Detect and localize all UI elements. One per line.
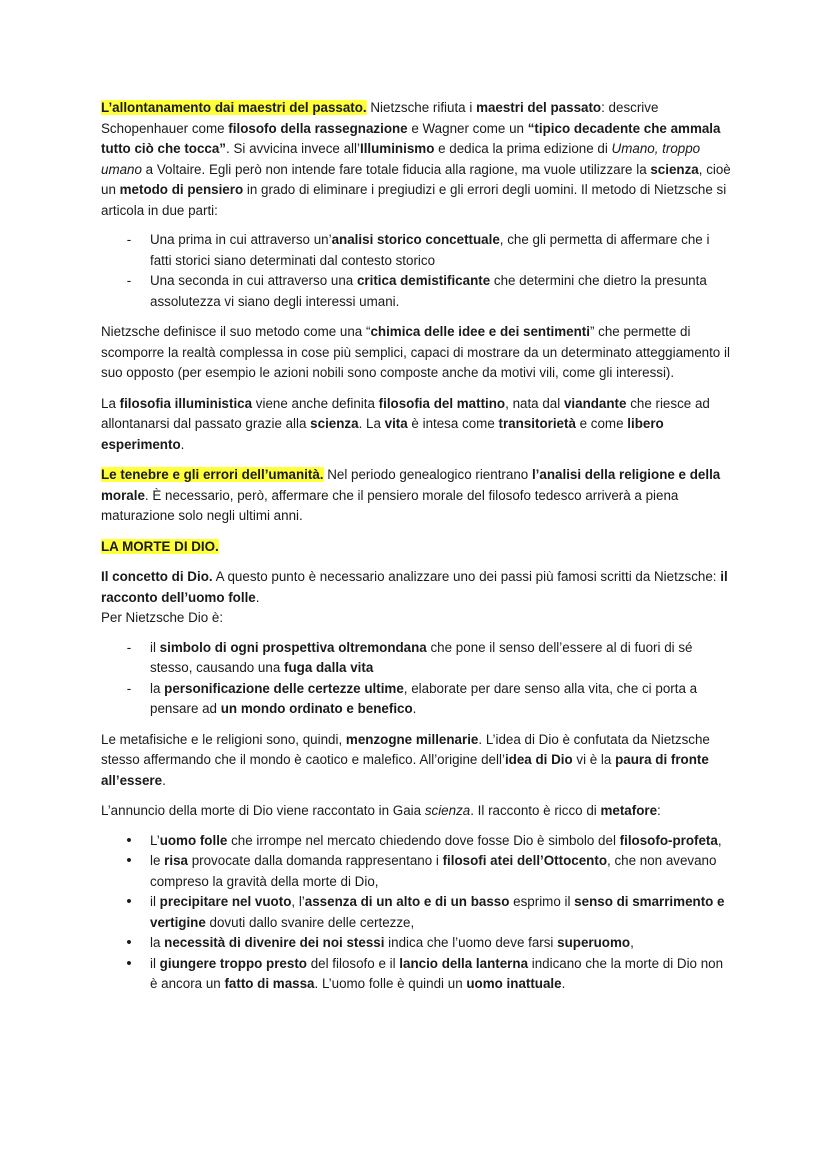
text-run: indicano che la morte di Dio non è ancora un bbox=[150, 955, 724, 991]
bold-run: libero esperimento bbox=[101, 416, 664, 452]
text-run: , elaborate per dare senso alla vita, che ci porta a pensare ad bbox=[150, 680, 698, 716]
text-run: del filosofo e il bbox=[306, 955, 400, 971]
bold-run: personificazione delle certezze ultime bbox=[164, 680, 404, 696]
text-run: Per Nietzsche Dio è: bbox=[101, 610, 224, 625]
bold-run: il racconto dell’uomo folle bbox=[101, 569, 728, 605]
bold-run: necessità di divenire dei noi stessi bbox=[164, 935, 385, 950]
italic-run: scienza bbox=[424, 803, 471, 818]
text-run: e dedica la prima edizione di bbox=[434, 141, 612, 156]
bold-run: fatto di massa bbox=[224, 976, 315, 991]
bold-run: fuga dalla vita bbox=[284, 660, 374, 675]
text-run: , bbox=[630, 935, 634, 950]
dash-marker: - bbox=[126, 232, 132, 247]
text-run: viene anche definita bbox=[252, 395, 379, 411]
text-run: L’annuncio della morte di Dio viene raccontato in Gaia bbox=[101, 803, 425, 818]
text-run: che pone il senso dell’essere al di fuori di sé stesso, causando una bbox=[150, 639, 693, 675]
bold-run: filosofi atei dell’Ottocento bbox=[442, 853, 607, 868]
bold-run: giungere troppo presto bbox=[159, 955, 307, 971]
list-item bbox=[101, 892, 731, 933]
text-run: , l’ bbox=[291, 894, 305, 909]
text-run: A questo punto è necessario analizzare uno dei passi più famosi scritti da Nietzsche: bbox=[212, 569, 721, 584]
bold-run: filosofia del mattino bbox=[378, 395, 506, 411]
bullet-marker: • bbox=[126, 831, 132, 849]
bold-run: filosofia illuministica bbox=[119, 395, 253, 411]
text-run: in grado di eliminare i pregiudizi e gli errori degli uomini. Il metodo di Nietzsche si articola in due parti: bbox=[101, 182, 727, 218]
section-heading-highlight: L’allontanamento dai maestri del passato. bbox=[101, 100, 367, 115]
bold-run: transitorietà bbox=[498, 416, 576, 431]
text-run: e Wagner come un bbox=[407, 120, 528, 136]
text-run: le bbox=[150, 853, 165, 868]
bold-run: l’analisi della religione e della morale bbox=[101, 467, 721, 503]
bold-run: viandante bbox=[563, 395, 627, 411]
text-run: Nietzsche rifiuta i bbox=[366, 100, 477, 115]
bold-run: Illuminismo bbox=[359, 141, 435, 156]
bold-run: maestri del passato bbox=[476, 100, 602, 115]
list-item bbox=[101, 679, 731, 720]
text-run: il bbox=[150, 639, 160, 655]
text-run: : descrive Schopenhauer come bbox=[101, 100, 659, 136]
paragraph-metafisiche bbox=[101, 730, 731, 792]
text-run: Nel periodo genealogico rientrano bbox=[323, 467, 532, 482]
bold-run: metafore bbox=[600, 803, 658, 818]
list-item bbox=[101, 831, 731, 852]
bold-run: senso di smarrimento e vertigine bbox=[150, 894, 725, 930]
bold-run: filosofo della rassegnazione bbox=[228, 120, 408, 136]
bold-run: superuomo bbox=[557, 935, 631, 950]
paragraph-tenebre bbox=[101, 465, 731, 527]
text-run: La bbox=[101, 395, 120, 411]
text-run: . Il racconto è ricco di bbox=[470, 803, 601, 818]
dash-marker: - bbox=[126, 273, 132, 288]
dash-marker: - bbox=[126, 680, 132, 696]
paragraph-annuncio bbox=[101, 801, 731, 822]
bold-run: Il concetto di Dio. bbox=[101, 569, 213, 584]
bold-run: analisi storico concettuale bbox=[331, 232, 500, 247]
bold-run: chimica delle idee e dei sentimenti bbox=[370, 324, 590, 339]
text-run: provocate dalla domanda rappresentano i bbox=[187, 853, 443, 868]
bold-run: uomo folle bbox=[159, 832, 228, 848]
bold-run: vita bbox=[384, 416, 408, 431]
dash-marker: - bbox=[126, 639, 132, 655]
text-run: . bbox=[412, 701, 417, 716]
text-run: , che gli permetta di affermare che i fatti storici siano determinati dal contesto storico bbox=[150, 232, 710, 268]
text-run: . bbox=[162, 772, 166, 788]
list-item bbox=[101, 638, 731, 679]
bold-run: scienza bbox=[650, 161, 699, 177]
bold-run: uomo inattuale bbox=[466, 976, 562, 991]
text-run: la bbox=[150, 935, 165, 950]
bold-run: “tipico decadente che ammala tutto ciò che tocca” bbox=[101, 120, 721, 156]
paragraph-maestri bbox=[101, 98, 731, 221]
text-run: . bbox=[180, 436, 185, 452]
italic-run: Umano, troppo umano bbox=[101, 141, 701, 177]
bold-run: precipitare nel vuoto bbox=[159, 894, 292, 909]
text-run: il bbox=[150, 955, 160, 971]
bold-run: filosofo-profeta bbox=[619, 832, 718, 848]
text-run: che determini che dietro la presunta assolutezza vi siano degli interessi umani. bbox=[150, 273, 707, 309]
text-run: la bbox=[150, 680, 165, 696]
list-item bbox=[101, 230, 731, 271]
method-list bbox=[101, 230, 731, 312]
bold-run: menzogne millenarie bbox=[345, 731, 479, 747]
bold-run: idea di Dio bbox=[504, 752, 573, 767]
list-item bbox=[101, 271, 731, 312]
paragraph-illuministica bbox=[101, 394, 731, 456]
text-run: e come bbox=[575, 416, 628, 431]
text-run: . Si avvicina invece all’ bbox=[226, 141, 360, 156]
text-run: , nata dal bbox=[505, 395, 564, 411]
list-item bbox=[101, 851, 731, 892]
text-run: . L’idea di Dio è confutata da Nietzsche stesso affermando che il mondo è caotico e malefico. All’origine dell’ bbox=[101, 731, 710, 767]
text-run: . La bbox=[358, 416, 385, 431]
text-run: dovuti dallo svanire delle certezze, bbox=[205, 914, 415, 930]
text-run: . bbox=[561, 976, 566, 991]
text-run: Nietzsche definisce il suo metodo come una “ bbox=[101, 324, 371, 339]
metaphor-list bbox=[101, 831, 731, 995]
text-run: che riesce ad allontanarsi dal passato grazie alla bbox=[101, 395, 710, 431]
bullet-marker: • bbox=[126, 954, 132, 972]
text-run: è intesa come bbox=[407, 416, 499, 431]
section-title-paragraph bbox=[101, 537, 731, 558]
text-run: indica che l’uomo deve farsi bbox=[384, 935, 558, 950]
bold-run: lancio della lanterna bbox=[399, 955, 529, 971]
bold-run: metodo di pensiero bbox=[119, 182, 244, 197]
bullet-marker: • bbox=[126, 934, 132, 951]
text-run: , bbox=[717, 832, 722, 848]
dio-definition-list bbox=[101, 638, 731, 720]
text-run: , che non avevano compreso la gravità della morte di Dio, bbox=[150, 853, 717, 889]
bullet-marker: • bbox=[126, 852, 132, 869]
text-run: ” che permette di scomporre la realtà complessa in cose più semplici, capaci di mostrare da un determinato atteggiamento il suo opposto (per esempio le azioni nobili sono composte anche da motivi vili, come gli interessi). bbox=[101, 324, 730, 380]
text-run: . È necessario, però, affermare che il pensiero morale del filosofo tedesco arriverà a piena maturazione solo negli ultimi anni. bbox=[101, 487, 679, 523]
bold-run: assenza di un alto e di un basso bbox=[304, 894, 510, 909]
bold-run: risa bbox=[164, 853, 188, 868]
text-run: , cioè un bbox=[101, 161, 731, 197]
text-run: esprimo il bbox=[509, 894, 575, 909]
paragraph-chimica bbox=[101, 322, 731, 384]
text-run: : bbox=[657, 803, 661, 818]
text-run: Una seconda in cui attraverso una bbox=[150, 273, 357, 288]
text-run: Una prima in cui attraverso un’ bbox=[150, 232, 332, 247]
list-item bbox=[101, 954, 731, 995]
text-run: il bbox=[150, 894, 160, 909]
bullet-marker: • bbox=[126, 893, 132, 910]
text-run: vi è la bbox=[572, 752, 616, 767]
bold-run: scienza bbox=[310, 416, 359, 431]
text-run: a Voltaire. Egli però non intende fare totale fiducia alla ragione, ma vuole utilizzare la bbox=[141, 161, 651, 177]
bold-run: un mondo ordinato e benefico bbox=[220, 701, 413, 716]
list-item bbox=[101, 933, 731, 954]
text-run: L’ bbox=[150, 832, 160, 848]
text-run: . bbox=[255, 589, 260, 605]
section-heading-highlight: Le tenebre e gli errori dell’umanità. bbox=[101, 467, 324, 482]
text-run: Le metafisiche e le religioni sono, quindi, bbox=[101, 731, 346, 747]
bold-run: critica demistificante bbox=[356, 273, 491, 288]
paragraph-concetto bbox=[101, 567, 731, 629]
text-run: . L’uomo folle è quindi un bbox=[314, 976, 467, 991]
bold-run: paura di fronte all’essere bbox=[101, 752, 709, 788]
bold-run: simbolo di ogni prospettiva oltremondana bbox=[159, 639, 427, 655]
document-page bbox=[101, 98, 731, 1005]
section-title: LA MORTE DI DIO. bbox=[101, 538, 219, 554]
text-run: che irrompe nel mercato chiedendo dove fosse Dio è simbolo del bbox=[227, 832, 620, 848]
